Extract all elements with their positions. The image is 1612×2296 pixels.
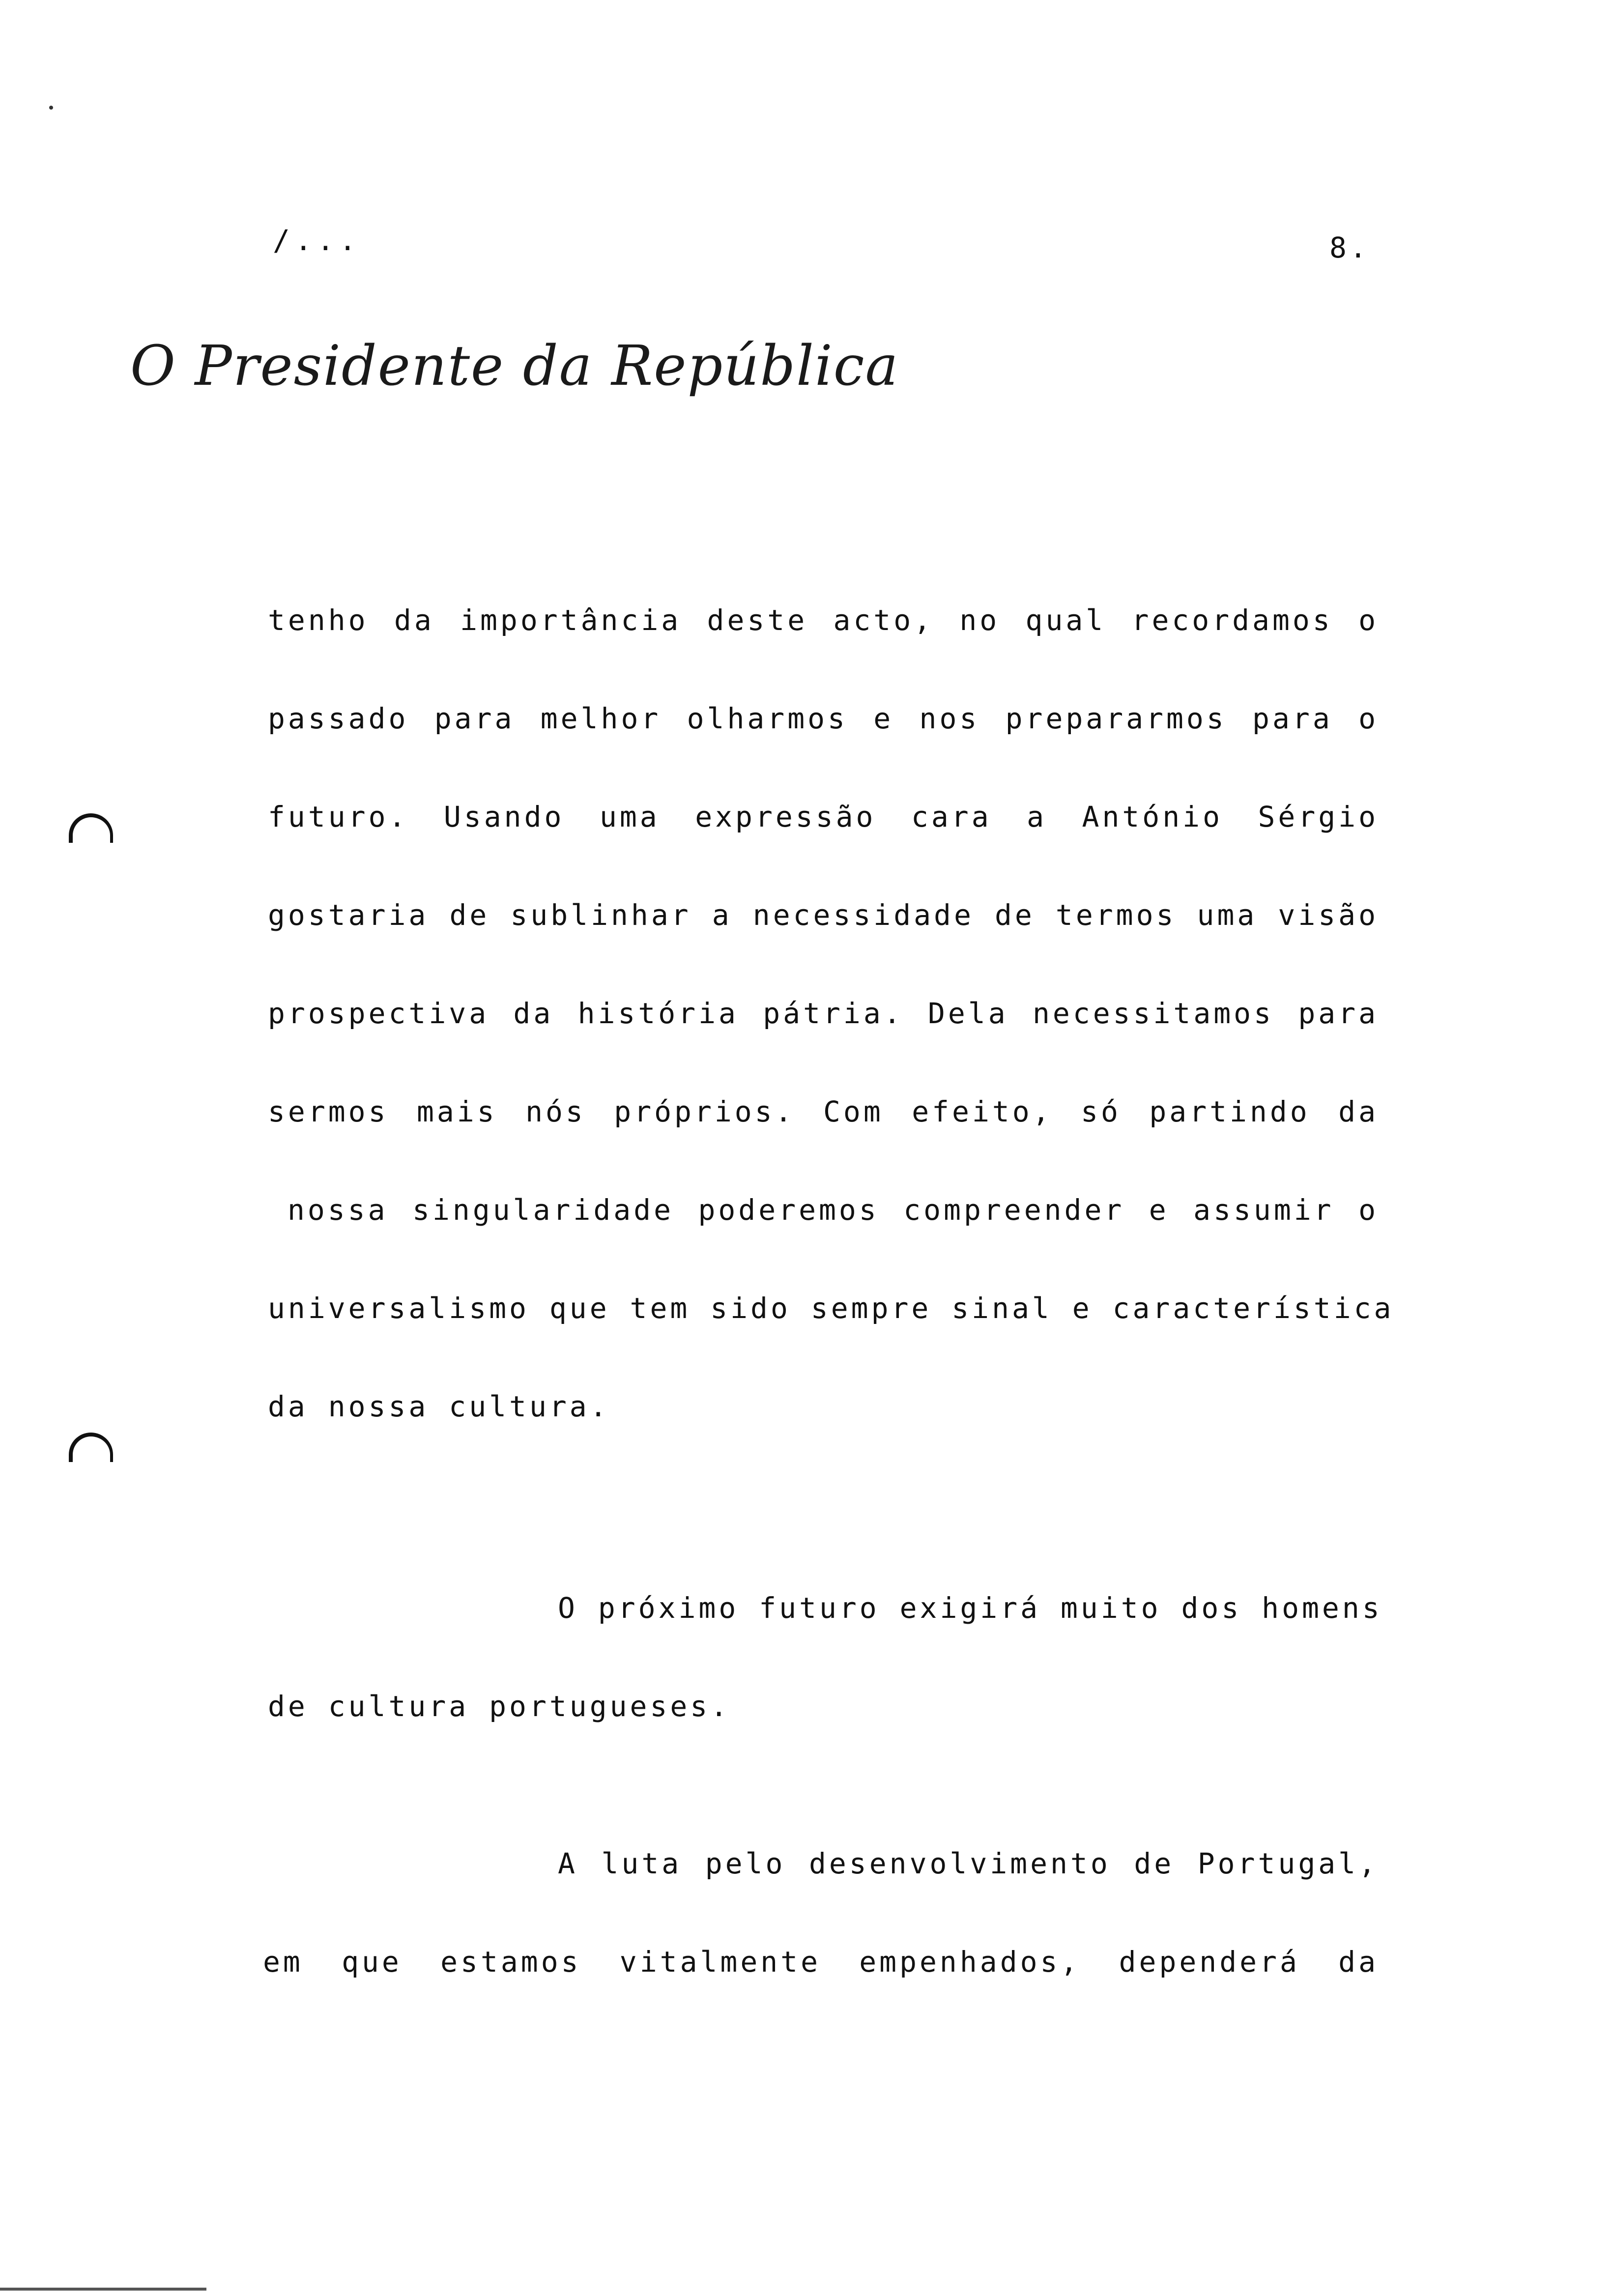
text-line: sermos mais nós próprios. Com efeito, só partindo da [268,1095,1379,1128]
page-number: 8. [1329,231,1370,264]
text-line: universalismo que tem sido sempre sinal e característica [268,1292,1394,1325]
continuation-mark: /... [273,224,361,257]
text-line: A luta pelo desenvolvimento de Portugal, [558,1847,1379,1880]
text-line: O próximo futuro exigirá muito dos homens [558,1591,1382,1625]
text-line: gostaria de sublinhar a necessidade de termos uma visão [268,898,1379,932]
text-line: tenho da importância deste acto, no qual recordamos o [268,603,1379,637]
text-line: da nossa cultura. [268,1390,610,1423]
text-line: nossa singularidade poderemos compreender e assumir o [288,1193,1379,1227]
bottom-edge-rule [0,2288,206,2291]
margin-punch-mark [69,813,113,843]
text-line: de cultura portugueses. [268,1690,731,1723]
text-line: passado para melhor olharmos e nos prepararmos para o [268,702,1379,735]
text-line: futuro. Usando uma expressão cara a António Sérgio [268,800,1379,833]
text-line: em que estamos vitalmente empenhados, dependerá da [263,1945,1379,1979]
margin-punch-mark [69,1433,113,1462]
letterhead-title: O Presidente da República [130,334,899,398]
text-line: prospectiva da história pátria. Dela necessitamos para [268,997,1379,1030]
margin-speck [49,106,53,110]
